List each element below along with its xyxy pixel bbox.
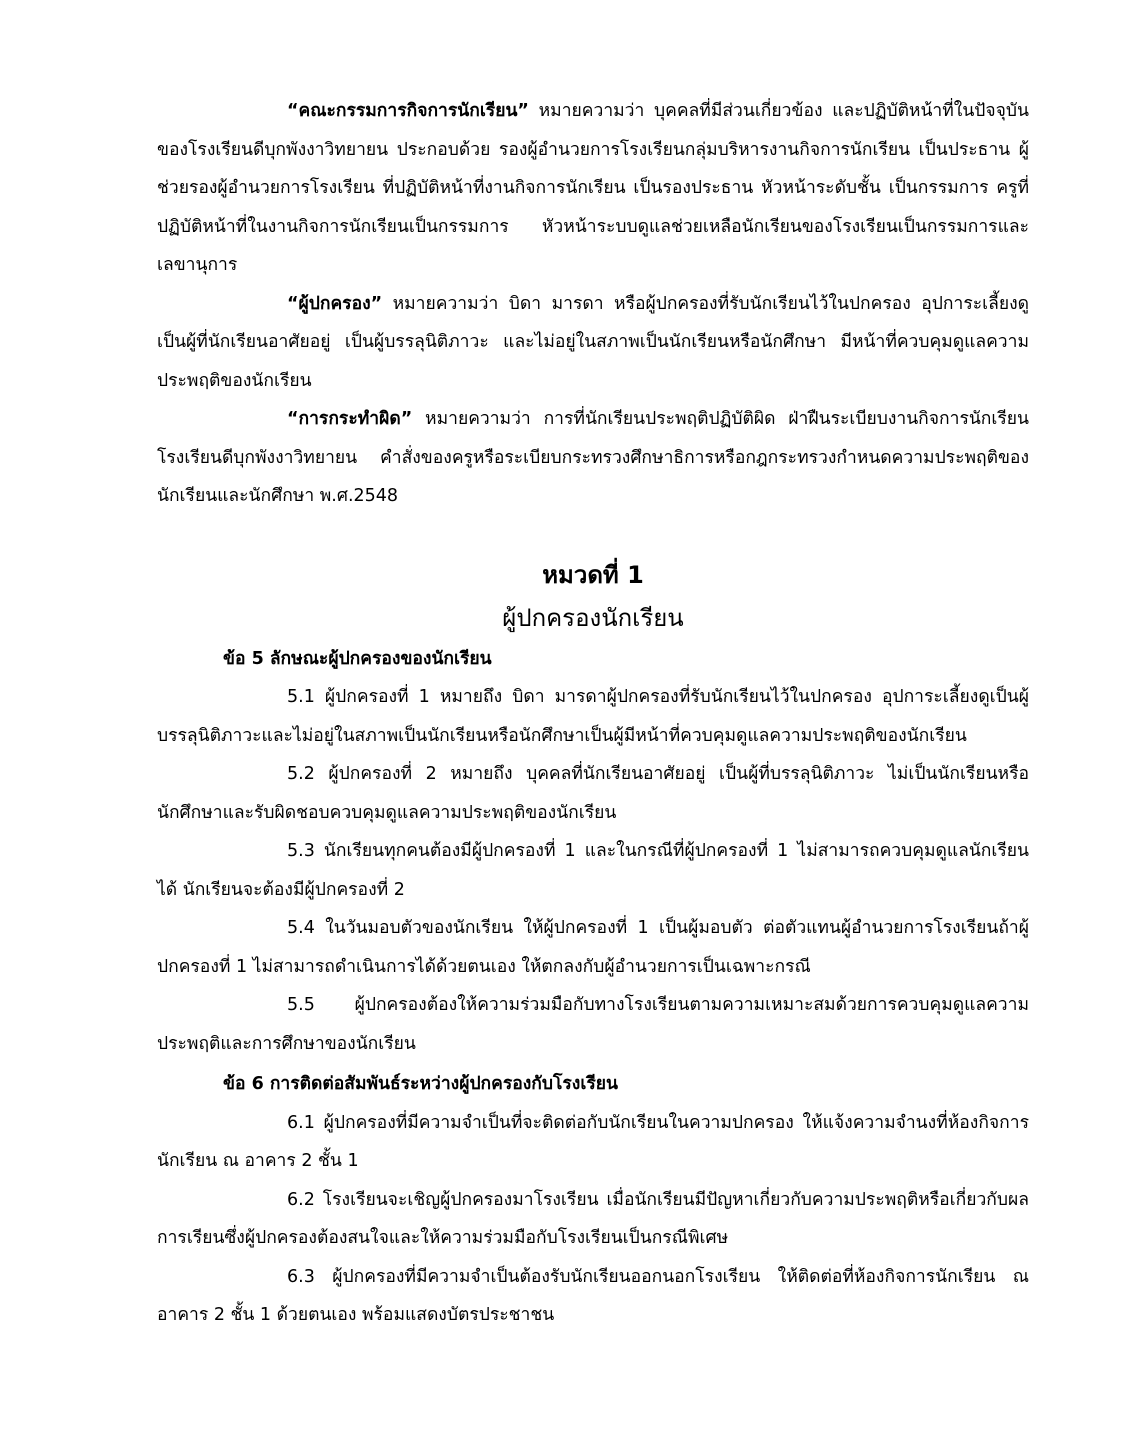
clause-heading-5: ข้อ 5 ลักษณะผู้ปกครองของนักเรียน <box>223 648 492 669</box>
definition-offense <box>157 400 1029 516</box>
clause-item-5-4: 5.4 ในวันมอบตัวของนักเรียน ให้ผู้ปกครองที่ 1 เป็นผู้มอบตัว ต่อตัวแทนผู้อำนวยการโรงเรียนถ้าผู้ปกครองที่ 1 ไม่สามารถดำเนินการได้ด้วยตนเอง ให้ตกลงกับผู้อำนวยการเป็นเฉพาะกรณี <box>157 918 1029 977</box>
definition-term: “ผู้ปกครอง” <box>287 293 383 314</box>
clause-item-5-1: 5.1 ผู้ปกครองที่ 1 หมายถึง บิดา มารดาผู้ปกครองที่รับนักเรียนไว้ในปกครอง อุปการะเลี้ยงดูเป็นผู้บรรลุนิติภาวะและไม่อยู่ในสภาพเป็นนักเรียนหรือนักศึกษาเป็นผู้มีหน้าที่ควบคุมดูแลความประพฤติของนักเรียน <box>157 687 1029 746</box>
definition-text: หมายความว่า บุคคลที่มีส่วนเกี่ยวข้อง และปฏิบัติหน้าที่ในปัจจุบันของโรงเรียนดีบุกพังงาวิทยายน ประกอบด้วย รองผู้อำนวยการโรงเรียนกลุ่มบริหารงานกิจการนักเรียน เป็นประธาน ผู้ช่วยรองผู้อำนวยการโรงเรียน ที่ปฏิบัติหน้าที่งานกิจการนักเรียน เป็นรองประธาน หัวหน้าระดับชั้น เป็นกรรมการ ครูที่ปฏิบัติหน้าที่ในงานกิจการนักเรียนเป็นกรรมการ หัวหน้าระบบดูแลช่วยเหลือนักเรียนของโรงเรียนเป็นกรรมการและเลขานุการ <box>157 101 1029 275</box>
clause-item-6-3: 6.3 ผู้ปกครองที่มีความจำเป็นต้องรับนักเรียนออกนอกโรงเรียน ให้ติดต่อที่ห้องกิจการนักเรียน ณ อาคาร 2 ชั้น 1 ด้วยตนเอง พร้อมแสดงบัตรประชาชน <box>157 1266 1029 1325</box>
clause-item-6-2: 6.2 โรงเรียนจะเชิญผู้ปกครองมาโรงเรียน เมื่อนักเรียนมีปัญหาเกี่ยวกับความประพฤติหรือเกี่ยวกับผลการเรียนซึ่งผู้ปกครองต้องสนใจและให้ความร่วมมือกับโรงเรียนเป็นกรณีพิเศษ <box>157 1189 1029 1248</box>
chapter-heading: หมวดที่ 1 <box>542 560 644 589</box>
definition-student-affairs-committee <box>157 92 1029 285</box>
definition-guardian <box>157 285 1029 401</box>
clause-item-5-5: 5.5 ผู้ปกครองต้องให้ความร่วมมือกับทางโรงเรียนตามความเหมาะสมด้วยการควบคุมดูแลความประพฤติและการศึกษาของนักเรียน <box>157 995 1029 1054</box>
definition-term: “การกระทำผิด” <box>287 409 413 429</box>
clause-item-5-3: 5.3 นักเรียนทุกคนต้องมีผู้ปกครองที่ 1 และในกรณีที่ผู้ปกครองที่ 1 ไม่สามารถควบคุมดูแลนักเรียนได้ นักเรียนจะต้องมีผู้ปกครองที่ 2 <box>157 841 1029 900</box>
clause-heading-6: ข้อ 6 การติดต่อสัมพันธ์ระหว่างผู้ปกครองกับโรงเรียน <box>223 1074 618 1094</box>
clause-item-5-2: 5.2 ผู้ปกครองที่ 2 หมายถึง บุคคลที่นักเรียนอาศัยอยู่ เป็นผู้ที่บรรลุนิติภาวะ ไม่เป็นนักเรียนหรือนักศึกษาและรับผิดชอบควบคุมดูแลความประพฤติของนักเรียน <box>157 764 1029 823</box>
clause-item-6-1: 6.1 ผู้ปกครองที่มีความจำเป็นที่จะติดต่อกับนักเรียนในความปกครอง ให้แจ้งความจำนงที่ห้องกิจการนักเรียน ณ อาคาร 2 ชั้น 1 <box>157 1112 1029 1171</box>
definition-text: หมายความว่า บิดา มารดา หรือผู้ปกครองที่รับนักเรียนไว้ในปกครอง อุปการะเลี้ยงดูเป็นผู้ที่นักเรียนอาศัยอยู่ เป็นผู้บรรลุนิติภาวะ และไม่อยู่ในสภาพเป็นนักเรียนหรือนักศึกษา มีหน้าที่ควบคุมดูแลความประพฤติของนักเรียน <box>157 293 1029 391</box>
definition-term: “คณะกรรมการกิจการนักเรียน” <box>287 101 529 121</box>
definition-text: หมายความว่า การที่นักเรียนประพฤติปฏิบัติผิด ฝ่าฝืนระเบียบงานกิจการนักเรียนโรงเรียนดีบุกพังงาวิทยายน คำสั่งของครูหรือระเบียบกระทรวงศึกษาธิการหรือกฎกระทรวงกำหนดความประพฤติของนักเรียนและนักศึกษา พ.ศ.2548 <box>157 409 1029 506</box>
chapter-title: ผู้ปกครองนักเรียน <box>502 603 684 632</box>
